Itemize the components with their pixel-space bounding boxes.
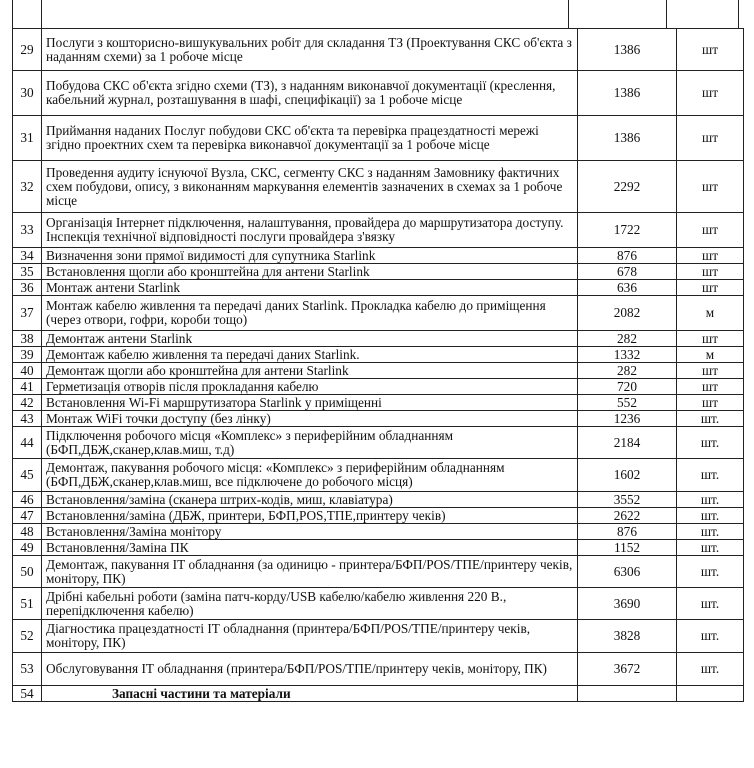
section-number: 54	[13, 686, 42, 702]
row-description: Діагностика працездатності ІТ обладнання (принтера/БФП/POS/ТПЕ/принтеру чеків, монітору, ПК)	[42, 620, 578, 653]
row-unit: шт.	[677, 411, 744, 427]
row-description: Монтаж WiFi точки доступу (без лінку)	[42, 411, 578, 427]
row-number: 38	[13, 331, 42, 347]
row-unit: шт	[677, 331, 744, 347]
row-quantity: 1602	[578, 459, 677, 492]
row-number: 48	[13, 524, 42, 540]
row-quantity: 2292	[578, 161, 677, 213]
row-unit: шт	[677, 280, 744, 296]
row-number: 31	[13, 116, 42, 161]
row-unit: шт.	[677, 620, 744, 653]
row-description: Встановлення/Заміна ПК	[42, 540, 578, 556]
row-quantity: 3828	[578, 620, 677, 653]
row-quantity: 636	[578, 280, 677, 296]
table-row	[13, 264, 744, 280]
row-description: Встановлення/заміна (сканера штрих-кодів, миш, клавіатура)	[42, 492, 578, 508]
row-quantity: 678	[578, 264, 677, 280]
row-description: Підключення робочого місця «Комплекс» з периферійним обладнанням (БФП,ДБЖ,сканер,клав.миш, т.д)	[42, 427, 578, 459]
row-quantity: 2622	[578, 508, 677, 524]
row-quantity: 720	[578, 379, 677, 395]
row-unit: шт.	[677, 556, 744, 588]
table-row	[13, 161, 744, 213]
row-description: Демонтаж кабелю живлення та передачі даних Starlink.	[42, 347, 578, 363]
row-quantity: 876	[578, 524, 677, 540]
row-number: 45	[13, 459, 42, 492]
row-unit: шт	[677, 363, 744, 379]
services-table-body	[13, 29, 744, 702]
row-number: 41	[13, 379, 42, 395]
table-row	[13, 213, 744, 248]
row-unit: м	[677, 296, 744, 331]
table-row	[13, 459, 744, 492]
row-quantity: 3690	[578, 588, 677, 620]
row-unit: шт	[677, 248, 744, 264]
row-unit: шт	[677, 29, 744, 71]
table-row	[13, 29, 744, 71]
row-unit: шт.	[677, 508, 744, 524]
row-description: Демонтаж, пакування робочого місця: «Комплекс» з периферійним обладнанням (БФП,ДБЖ,сканер,клав.миш, все підключене до робочого місця)	[42, 459, 578, 492]
row-description: Проведення аудиту існуючої Вузла, СКС, сегменту СКС з наданням Замовнику фактичних схем побудови, опису, з виконанням маркування елементів зазначених в схемах за 1 робоче місце	[42, 161, 578, 213]
row-unit: шт.	[677, 653, 744, 686]
row-number: 30	[13, 71, 42, 116]
table-row	[13, 653, 744, 686]
row-number: 42	[13, 395, 42, 411]
row-description: Обслуговування ІТ обладнання (принтера/БФП/POS/ТПЕ/принтеру чеків, монітору, ПК)	[42, 653, 578, 686]
row-number: 46	[13, 492, 42, 508]
table-row	[13, 347, 744, 363]
table-row	[13, 411, 744, 427]
table-row	[13, 363, 744, 379]
services-table	[12, 28, 744, 702]
row-description: Встановлення щогли або кронштейна для антени Starlink	[42, 264, 578, 280]
row-description: Демонтаж антени Starlink	[42, 331, 578, 347]
row-unit: шт.	[677, 492, 744, 508]
row-number: 34	[13, 248, 42, 264]
row-description: Встановлення/заміна (ДБЖ, принтери, БФП,POS,ТПЕ,принтеру чеків)	[42, 508, 578, 524]
table-row	[13, 296, 744, 331]
table-row	[13, 427, 744, 459]
row-quantity: 1722	[578, 213, 677, 248]
table-row	[13, 331, 744, 347]
row-quantity: 6306	[578, 556, 677, 588]
row-description: Організація Інтернет підключення, налаштування, провайдера до маршрутизатора доступу. Інспекція технічної відповідності послуги провайдера з'вязку	[42, 213, 578, 248]
row-number: 35	[13, 264, 42, 280]
section-title: Запасні частини та матеріали	[42, 686, 578, 702]
table-row	[13, 395, 744, 411]
table-row	[13, 556, 744, 588]
row-number: 52	[13, 620, 42, 653]
row-quantity: 2184	[578, 427, 677, 459]
row-quantity: 1236	[578, 411, 677, 427]
row-unit: шт.	[677, 588, 744, 620]
row-description: Визначення зони прямої видимості для супутника Starlink	[42, 248, 578, 264]
section-row	[13, 686, 744, 702]
row-number: 39	[13, 347, 42, 363]
row-description: Приймання наданих Послуг побудови СКС об'єкта та перевірка працездатності мережі згідно проектних схем та перевірка виконавчої документації за 1 робоче місце	[42, 116, 578, 161]
row-quantity: 3672	[578, 653, 677, 686]
row-unit: шт.	[677, 524, 744, 540]
row-unit: шт	[677, 379, 744, 395]
row-description: Побудова СКС об'єкта згідно схеми (ТЗ), з наданням виконавчої документації (креслення, кабельний журнал, розташування в шафі, специфікації) за 1 робоче місце	[42, 71, 578, 116]
row-number: 43	[13, 411, 42, 427]
row-description: Встановлення/Заміна монітору	[42, 524, 578, 540]
table-row	[13, 379, 744, 395]
row-description: Монтаж кабелю живлення та передачі даних Starlink. Прокладка кабелю до приміщення (через отвори, гофри, короби тощо)	[42, 296, 578, 331]
row-unit: м	[677, 347, 744, 363]
row-unit: шт	[677, 395, 744, 411]
row-description: Дрібні кабельні роботи (заміна патч-корду/USB кабелю/кабелю живлення 220 В., перепідключення кабелю)	[42, 588, 578, 620]
row-quantity: 552	[578, 395, 677, 411]
row-quantity: 282	[578, 363, 677, 379]
table-row	[13, 540, 744, 556]
row-quantity: 1152	[578, 540, 677, 556]
row-number: 50	[13, 556, 42, 588]
row-number: 40	[13, 363, 42, 379]
row-unit: шт	[677, 71, 744, 116]
row-quantity: 1386	[578, 71, 677, 116]
row-unit: шт.	[677, 459, 744, 492]
row-quantity: 282	[578, 331, 677, 347]
row-description: Герметизація отворів після прокладання кабелю	[42, 379, 578, 395]
table-row	[13, 71, 744, 116]
row-number: 53	[13, 653, 42, 686]
row-number: 49	[13, 540, 42, 556]
row-quantity: 1386	[578, 29, 677, 71]
row-unit: шт	[677, 161, 744, 213]
row-unit: шт.	[677, 427, 744, 459]
row-quantity: 1332	[578, 347, 677, 363]
row-number: 29	[13, 29, 42, 71]
table-row	[13, 280, 744, 296]
table-row	[13, 620, 744, 653]
row-number: 51	[13, 588, 42, 620]
table-row	[13, 588, 744, 620]
row-unit: шт	[677, 213, 744, 248]
row-description: Демонтаж, пакування ІТ обладнання (за одиницю - принтера/БФП/POS/ТПЕ/принтеру чеків, монітору, ПК)	[42, 556, 578, 588]
row-quantity: 3552	[578, 492, 677, 508]
row-description: Послуги з кошторисно-вишукувальних робіт для складання ТЗ (Проектування СКС об'єкта з наданням схеми) за 1 робоче місце	[42, 29, 578, 71]
row-number: 32	[13, 161, 42, 213]
row-description: Демонтаж щогли або кронштейна для антени Starlink	[42, 363, 578, 379]
table-row	[13, 508, 744, 524]
table-row	[13, 248, 744, 264]
row-quantity: 2082	[578, 296, 677, 331]
row-number: 37	[13, 296, 42, 331]
row-number: 47	[13, 508, 42, 524]
row-unit: шт.	[677, 540, 744, 556]
table-row	[13, 524, 744, 540]
row-number: 33	[13, 213, 42, 248]
row-description: Встановлення Wi-Fi маршрутизатора Starlink у приміщенні	[42, 395, 578, 411]
row-number: 36	[13, 280, 42, 296]
row-number: 44	[13, 427, 42, 459]
row-unit: шт	[677, 116, 744, 161]
table-row	[13, 492, 744, 508]
section-quantity	[578, 686, 677, 702]
row-quantity: 876	[578, 248, 677, 264]
row-unit: шт	[677, 264, 744, 280]
row-description: Монтаж антени Starlink	[42, 280, 578, 296]
section-unit	[677, 686, 744, 702]
table-top-continuation	[12, 0, 739, 28]
row-quantity: 1386	[578, 116, 677, 161]
table-row	[13, 116, 744, 161]
